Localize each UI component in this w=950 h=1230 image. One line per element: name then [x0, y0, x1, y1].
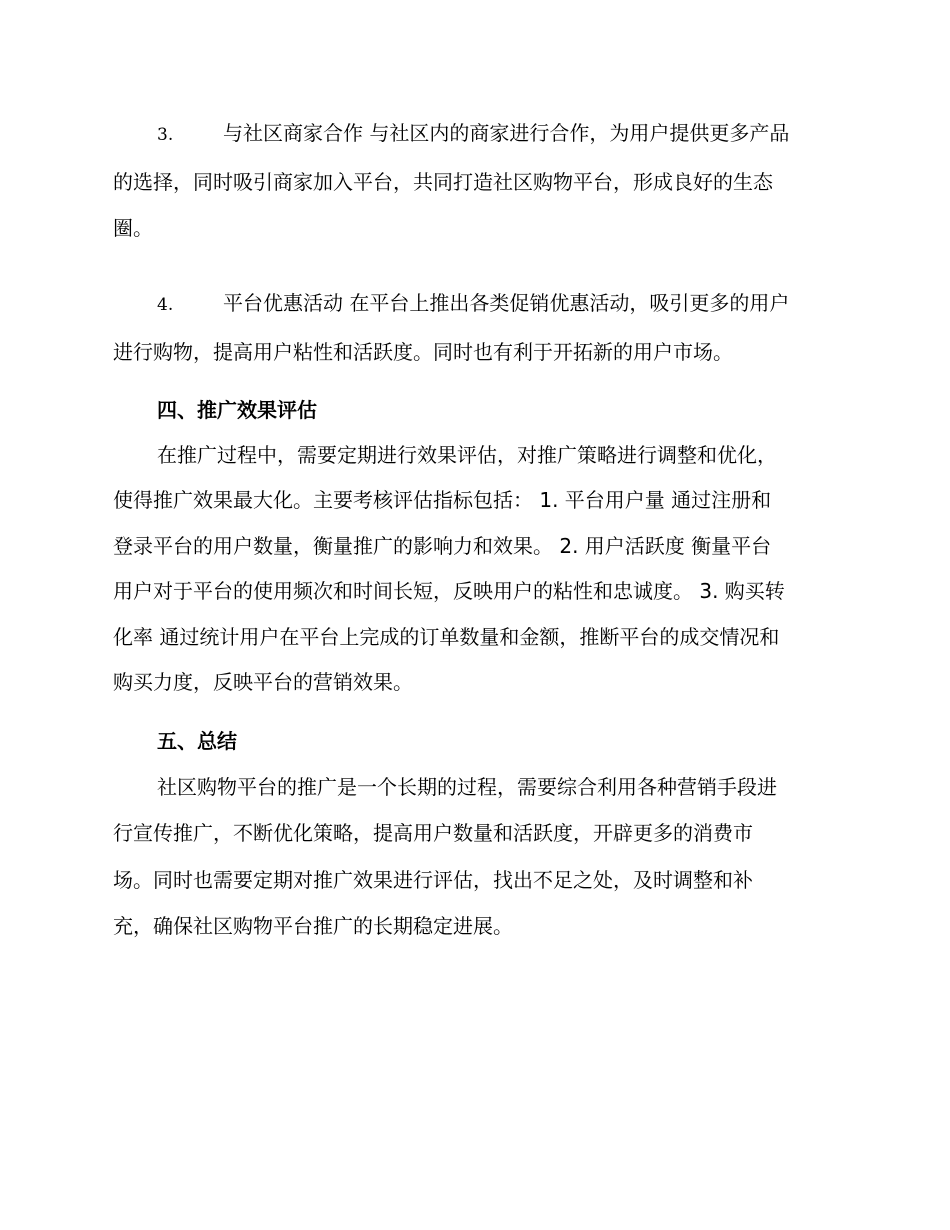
paragraph-evaluation-line-5: 化率 通过统计用户在平台上完成的订单数量和金额，推断平台的成交情况和: [113, 624, 780, 649]
list-item-3-number: 3.: [157, 125, 174, 145]
paragraph-evaluation-line-2: 使得推广效果最大化。主要考核评估指标包括： 1. 平台用户量 通过注册和: [113, 488, 772, 512]
list-item-4-line-2: 进行购物，提高用户粘性和活跃度。同时也有利于开拓新的用户市场。: [113, 339, 733, 364]
list-item-3-line-3: 圈。: [113, 216, 153, 240]
section-heading-evaluation: 四、推广效果评估: [157, 397, 317, 422]
paragraph-evaluation-line-3: 登录平台的用户数量，衡量推广的影响力和效果。 2. 用户活跃度 衡量平台: [113, 533, 772, 558]
paragraph-evaluation-line-1: 在推广过程中，需要定期进行效果评估，对推广策略进行调整和优化，: [157, 442, 777, 467]
list-item-3: [113, 110, 840, 252]
paragraph-evaluation-line-6: 购买力度，反映平台的营销效果。: [113, 670, 413, 694]
list-item-3-line-2: 的选择，同时吸引商家加入平台，共同打造社区购物平台，形成良好的生态: [113, 169, 773, 194]
section-heading-summary: 五、总结: [157, 728, 237, 753]
document-page: [113, 110, 840, 950]
paragraph-summary-line-1: 社区购物平台的推广是一个长期的过程，需要综合利用各种营销手段进: [157, 774, 777, 799]
list-item-4-number: 4.: [157, 294, 174, 315]
list-item-4-line-1: 4. 平台优惠活动 在平台上推出各类促销优惠活动，吸引更多的用户: [113, 280, 840, 329]
paragraph-summary: [113, 764, 840, 950]
paragraph-summary-line-3: 场。同时也需要定期对推广效果进行评估，找出不足之处，及时调整和补: [113, 867, 753, 892]
list-item-4: [113, 280, 840, 376]
list-item-3-line-1: 3. 与社区商家合作 与社区内的商家进行合作，为用户提供更多产品: [113, 110, 840, 159]
paragraph-summary-line-4: 充，确保社区购物平台推广的长期稳定进展。: [113, 914, 513, 938]
paragraph-evaluation: [113, 433, 840, 706]
paragraph-summary-line-2: 行宣传推广，不断优化策略，提高用户数量和活跃度，开辟更多的消费市: [113, 821, 753, 845]
paragraph-evaluation-line-4: 用户对于平台的使用频次和时间长短，反映用户的粘性和忠诚度。 3. 购买转: [113, 579, 785, 603]
